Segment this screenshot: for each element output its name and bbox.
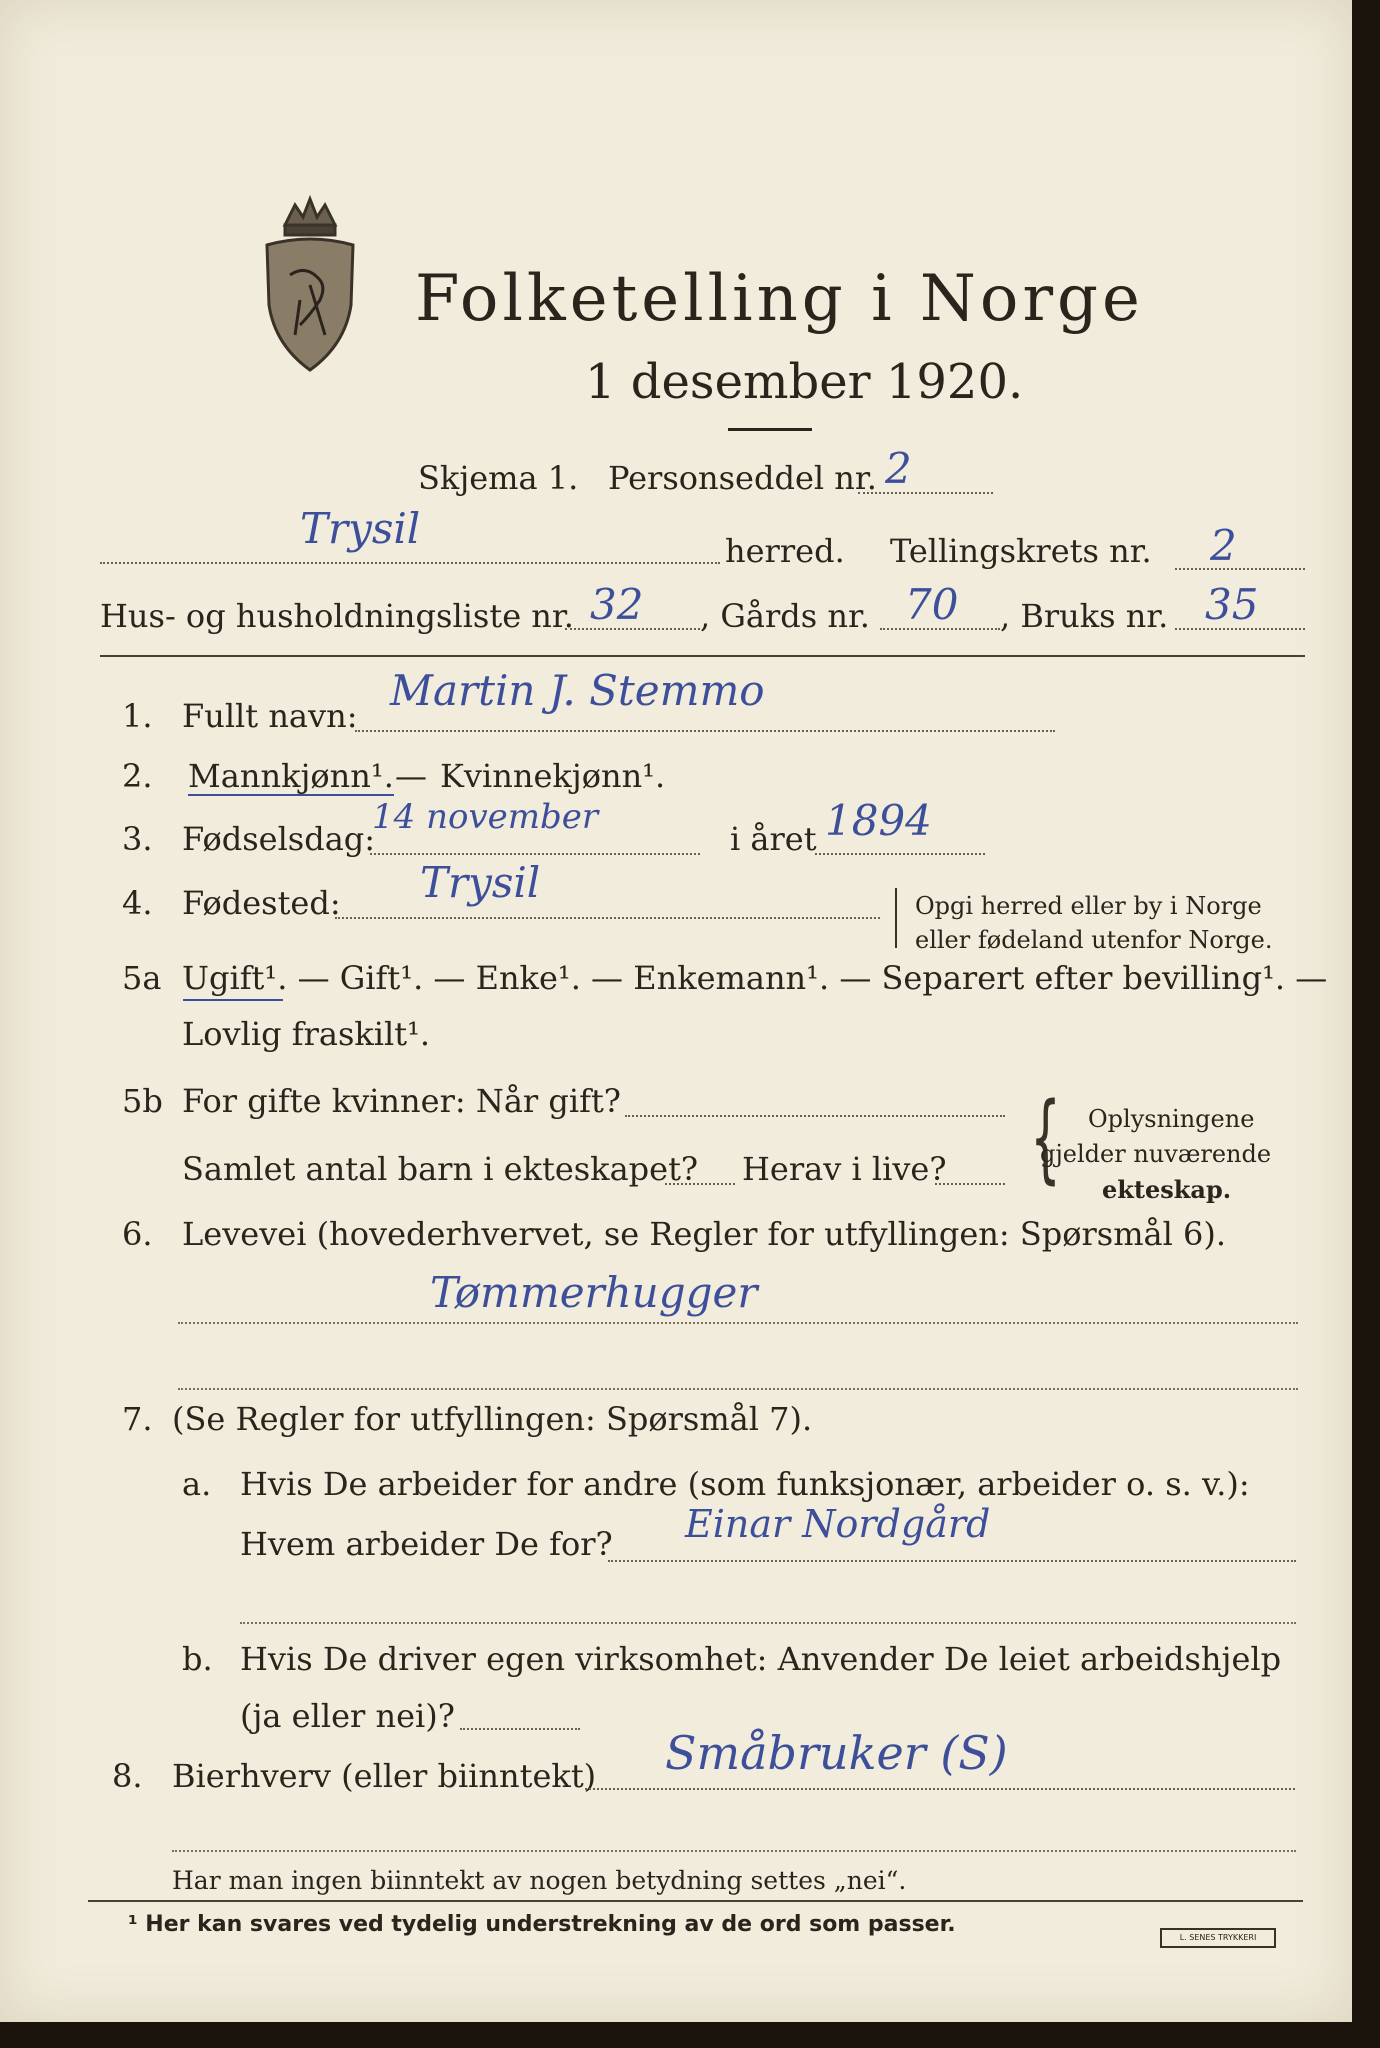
census-date: 1 desember 1920. bbox=[585, 354, 1024, 410]
q5b-number: 5b bbox=[122, 1082, 163, 1120]
herred-dots bbox=[100, 562, 720, 564]
q5b-note-line1: Oplysningene bbox=[1088, 1105, 1255, 1133]
q3-dots bbox=[370, 853, 700, 855]
gender-male: Mannkjønn¹. bbox=[188, 757, 394, 795]
q7b-letter: b. bbox=[182, 1640, 213, 1678]
herred-label: herred. bbox=[725, 532, 845, 570]
q8-line2 bbox=[172, 1850, 1296, 1852]
marital-status-options: Ugift¹. — Gift¹. — Enke¹. — Enkemann¹. — Separert efter bevilling¹. — bbox=[182, 959, 1328, 997]
q7a-line2: Hvem arbeider De for? bbox=[240, 1525, 613, 1563]
tellingskrets-dots bbox=[1175, 568, 1305, 570]
bruks-label: , Bruks nr. bbox=[1000, 597, 1169, 635]
birth-year-value: 1894 bbox=[825, 796, 932, 845]
skjema-label: Skjema 1. bbox=[418, 459, 579, 497]
q5b-children: Samlet antal barn i ekteskapet? bbox=[182, 1150, 699, 1188]
q6-number: 6. bbox=[122, 1215, 153, 1253]
q4-note-line2: eller fødeland utenfor Norge. bbox=[915, 926, 1273, 954]
gards-value: 70 bbox=[905, 580, 959, 629]
q6-line1 bbox=[178, 1322, 1298, 1324]
birthplace-value: Trysil bbox=[420, 858, 541, 907]
q7b-line2: (ja eller nei)? bbox=[240, 1697, 455, 1735]
q7a-line3 bbox=[240, 1622, 1296, 1624]
q4-label: Fødested: bbox=[182, 884, 341, 922]
q8-dots bbox=[585, 1788, 1295, 1790]
q4-number: 4. bbox=[122, 884, 153, 922]
q5b-when-dots bbox=[625, 1115, 1005, 1117]
form-title: Folketelling i Norge bbox=[415, 262, 1144, 336]
q4-bracket bbox=[895, 888, 905, 948]
q5b-brace: { bbox=[1030, 1082, 1061, 1194]
full-name-value: Martin J. Stemmo bbox=[390, 666, 765, 715]
header-rule bbox=[100, 655, 1305, 657]
q4-note-line1: Opgi herred eller by i Norge bbox=[915, 892, 1262, 920]
footer-note: Har man ingen biinntekt av nogen betydning settes „nei“. bbox=[172, 1866, 907, 1895]
q3-number: 3. bbox=[122, 820, 153, 858]
gards-label: , Gårds nr. bbox=[700, 597, 870, 635]
footnote: ¹ Her kan svares ved tydelig understrekning av de ord som passer. bbox=[128, 1912, 956, 1937]
occupation-value: Tømmerhugger bbox=[430, 1268, 758, 1317]
q5b-note-line3: ekteskap. bbox=[1102, 1175, 1232, 1204]
q5b-alive-dots bbox=[935, 1183, 1005, 1185]
q5b-when-married: For gifte kvinner: Når gift? bbox=[182, 1082, 621, 1120]
q1-number: 1. bbox=[122, 697, 153, 735]
q5b-note-line2: gjelder nuværende bbox=[1040, 1140, 1272, 1168]
tellingskrets-label: Tellingskrets nr. bbox=[890, 532, 1152, 570]
q7a-dots bbox=[608, 1560, 1296, 1562]
q5b-alive: Herav i live? bbox=[742, 1150, 947, 1188]
q5a-number: 5a bbox=[122, 959, 162, 997]
q7a-letter: a. bbox=[182, 1465, 212, 1503]
employer-value: Einar Nordgård bbox=[685, 1502, 991, 1546]
q1-label: Fullt navn: bbox=[182, 697, 358, 735]
ugift-underline bbox=[183, 999, 283, 1001]
q6-line2 bbox=[178, 1388, 1298, 1390]
year-label: i året bbox=[730, 820, 817, 858]
gender-female: Kvinnekjønn¹. bbox=[440, 757, 666, 795]
q7b-dots bbox=[460, 1728, 580, 1730]
gender-sep: — bbox=[395, 757, 427, 795]
year-dots bbox=[815, 853, 985, 855]
personseddel-dots bbox=[858, 492, 993, 494]
side-income-value: Småbruker (S) bbox=[665, 1726, 1008, 1780]
q4-dots bbox=[335, 917, 880, 919]
hus-value: 32 bbox=[590, 580, 644, 629]
q3-label: Fødselsdag: bbox=[182, 820, 376, 858]
marital-status-divorced: Lovlig fraskilt¹. bbox=[182, 1015, 431, 1053]
personseddel-value: 2 bbox=[885, 444, 912, 493]
q2-number: 2. bbox=[122, 757, 153, 795]
q8-label: Bierhverv (eller biinntekt) bbox=[172, 1757, 597, 1795]
q7-label: (Se Regler for utfyllingen: Spørsmål 7). bbox=[172, 1400, 813, 1438]
q1-dots bbox=[355, 730, 1055, 732]
printer-stamp: L. SENES TRYKKERI bbox=[1160, 1928, 1276, 1948]
herred-value: Trysil bbox=[300, 504, 421, 553]
title-divider bbox=[728, 428, 812, 431]
q5b-children-dots bbox=[665, 1183, 735, 1185]
q6-label: Levevei (hovederhvervet, se Regler for utfyllingen: Spørsmål 6). bbox=[182, 1215, 1227, 1253]
birthday-value: 14 november bbox=[372, 797, 599, 837]
hus-label: Hus- og husholdningsliste nr. bbox=[100, 597, 574, 635]
footer-divider bbox=[88, 1900, 1303, 1902]
coat-of-arms-icon bbox=[255, 185, 365, 375]
q7b-line1: Hvis De driver egen virksomhet: Anvender De leiet arbeidshjelp bbox=[240, 1640, 1282, 1678]
q7-number: 7. bbox=[122, 1400, 153, 1438]
q8-number: 8. bbox=[112, 1757, 143, 1795]
q7a-line1: Hvis De arbeider for andre (som funksjonær, arbeider o. s. v.): bbox=[240, 1465, 1250, 1503]
personseddel-label: Personseddel nr. bbox=[608, 459, 877, 497]
bruks-value: 35 bbox=[1205, 580, 1259, 629]
tellingskrets-value: 2 bbox=[1210, 521, 1237, 570]
